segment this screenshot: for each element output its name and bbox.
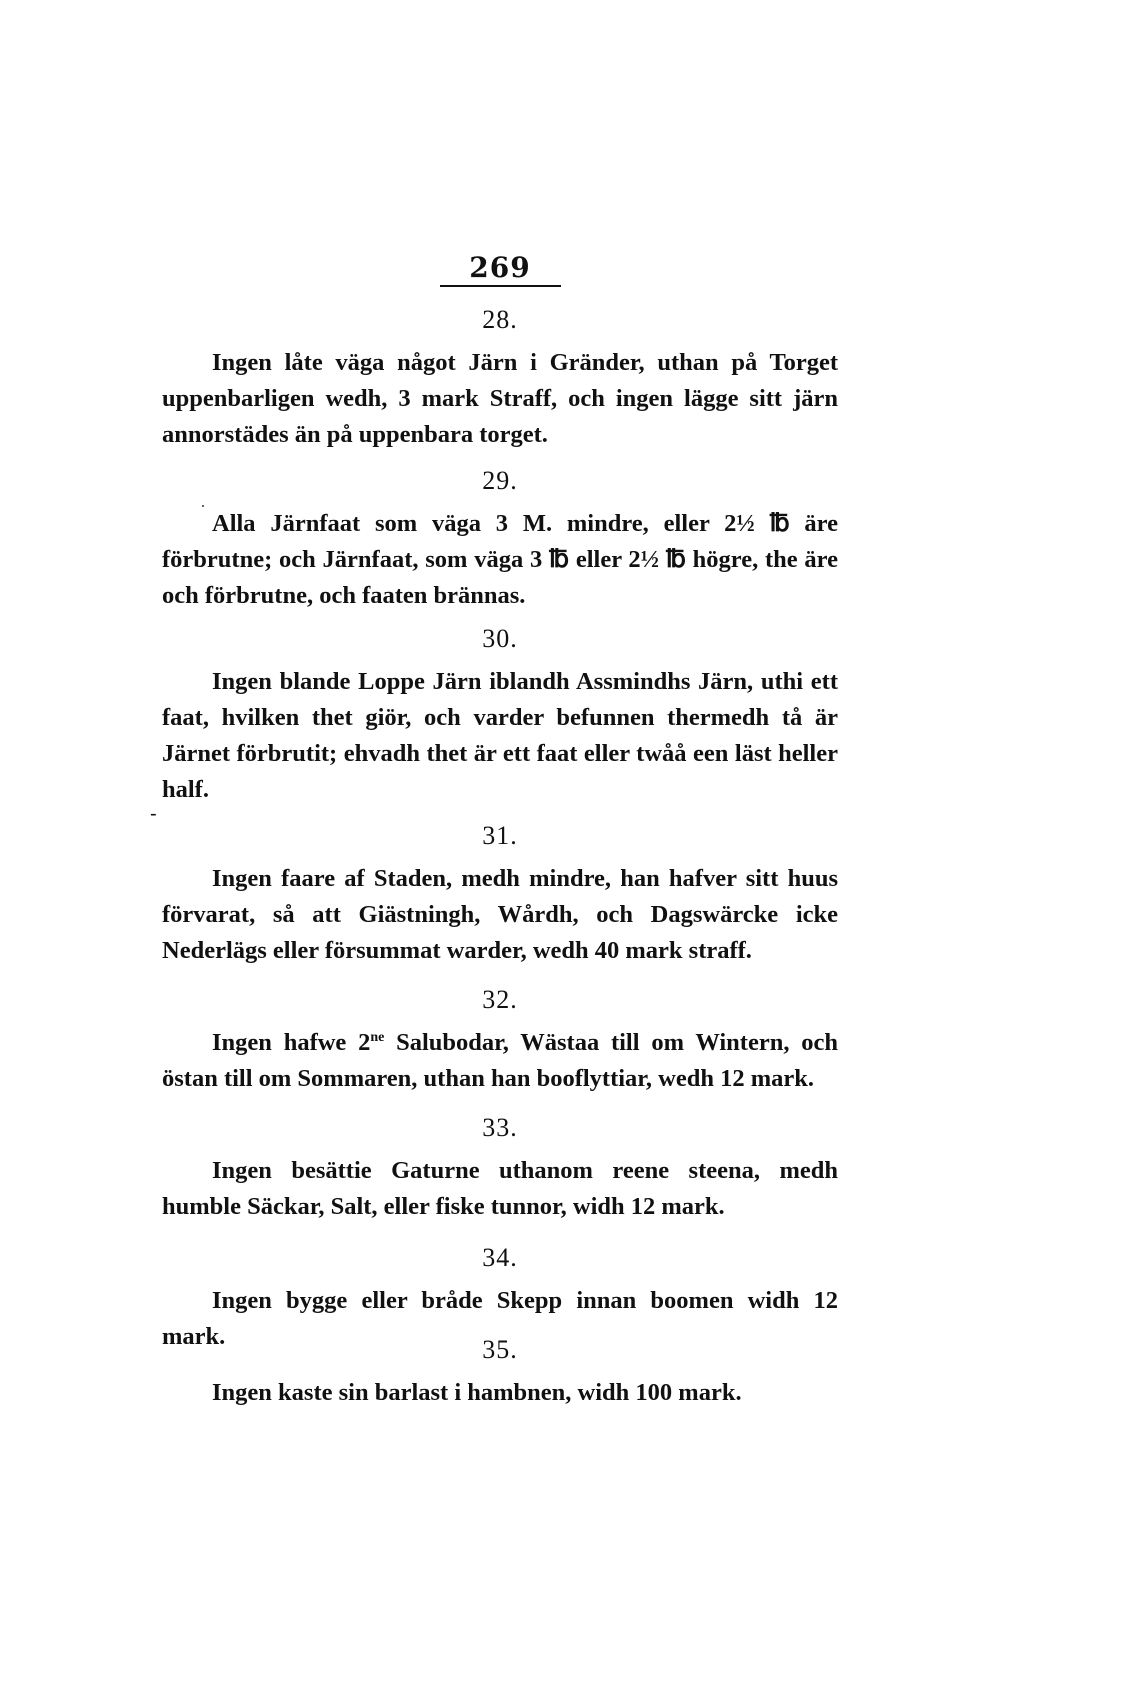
marginal-mark: -: [150, 803, 157, 825]
article-text: Ingen låte väga något Järn i Gränder, uthan på Torget uppenbarligen wedh, 3 mark Straff, och ingen lägge sitt järn annorstädes än på uppenbara torget.: [162, 349, 838, 448]
article-number: 33.: [482, 1113, 518, 1142]
superscript: ne: [370, 1029, 385, 1045]
article-35: [162, 1335, 838, 1411]
article-31: [162, 821, 838, 969]
article-text: Ingen kaste sin barlast i hambnen, widh 100 mark.: [212, 1379, 742, 1406]
article-number: 32.: [482, 985, 518, 1014]
article-number: 30.: [482, 624, 518, 653]
article-number: 29.: [482, 466, 518, 495]
article-text: Ingen besättie Gaturne uthanom reene steena, medh humble Säckar, Salt, eller fiske tunnor, widh 12 mark.: [162, 1157, 838, 1220]
article-33: [162, 1113, 838, 1225]
article-29: [162, 466, 838, 614]
article-30: [162, 624, 838, 808]
article-text: [162, 1025, 838, 1097]
article-number: 34.: [482, 1243, 518, 1272]
text-part: Ingen hafwe 2: [212, 1029, 371, 1056]
article-text: Ingen blande Loppe Järn iblandh Assmindhs Järn, uthi ett faat, hvilken thet giör, och varder befunnen thermedh tå är Järnet förbrutit; ehvadh thet är ett faat eller twåå een läst heller half.: [162, 668, 838, 803]
article-text: Ingen faare af Staden, medh mindre, han hafver sitt huus förvarat, så att Giästningh, Wårdh, och Dagswärcke icke Nederlägs eller försummat warder, wedh 40 mark straff.: [162, 865, 838, 964]
page-number-rule: [440, 285, 561, 287]
article-32: [162, 985, 838, 1097]
article-number: 35.: [482, 1335, 518, 1364]
article-number: 28.: [482, 305, 518, 334]
page-number: 269: [469, 251, 531, 284]
article-text: Ingen bygge eller bråde Skepp innan boomen widh 12 mark.: [162, 1287, 838, 1350]
article-number: 31.: [482, 821, 518, 850]
text-part: Salubodar, Wästaa till om Wintern, och östan till om Sommaren, uthan han booflyttiar, wedh 12 mark.: [162, 1029, 838, 1092]
article-28: [162, 305, 838, 453]
article-text: Alla Järnfaat som väga 3 M. mindre, eller 2½ ℔ äre förbrutne; och Järnfaat, som väga 3 ℔ eller 2½ ℔ högre, the äre och förbrutne, och faaten brännas.: [162, 510, 838, 609]
